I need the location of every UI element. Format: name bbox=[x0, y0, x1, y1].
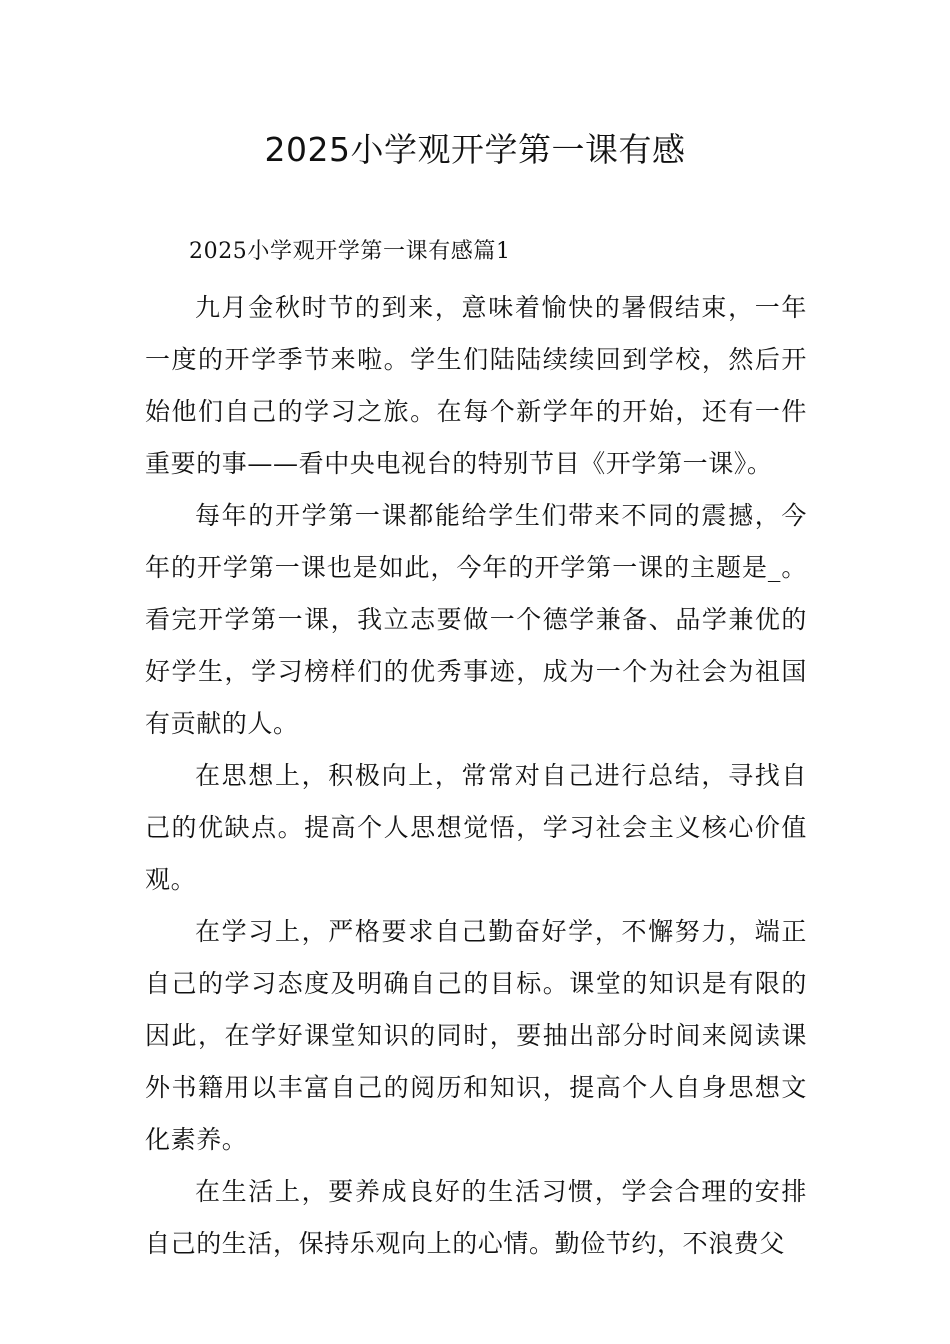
paragraph-4: 在学习上，严格要求自己勤奋好学，不懈努力，端正自己的学习态度及明确自己的目标。课堂的知识是有限的因此，在学好课堂知识的同时，要抽出部分时间来阅读课外书籍用以丰富自己的阅历和知识，提高个人自身思想文化素养。 bbox=[145, 917, 807, 1154]
document-body bbox=[145, 230, 807, 1270]
document-title: 2025小学观开学第一课有感 bbox=[264, 130, 686, 169]
section-heading: 2025小学观开学第一课有感篇1 bbox=[189, 239, 511, 264]
paragraph-2: 每年的开学第一课都能给学生们带来不同的震撼，今年的开学第一课也是如此，今年的开学第一课的主题是_。看完开学第一课，我立志要做一个德学兼备、品学兼优的好学生，学习榜样们的优秀事迹，成为一个为社会为祖国有贡献的人。 bbox=[145, 501, 807, 738]
paragraph-1: 九月金秋时节的到来，意味着愉快的暑假结束，一年一度的开学季节来啦。学生们陆陆续续回到学校，然后开始他们自己的学习之旅。在每个新学年的开始，还有一件重要的事——看中央电视台的特别节目《开学第一课》。 bbox=[145, 293, 807, 478]
paragraph-5: 在生活上，要养成良好的生活习惯，学会合理的安排自己的生活，保持乐观向上的心情。勤俭节约，不浪费父 bbox=[145, 1177, 807, 1258]
paragraph-3: 在思想上，积极向上，常常对自己进行总结，寻找自己的优缺点。提高个人思想觉悟，学习社会主义核心价值观。 bbox=[145, 761, 807, 894]
